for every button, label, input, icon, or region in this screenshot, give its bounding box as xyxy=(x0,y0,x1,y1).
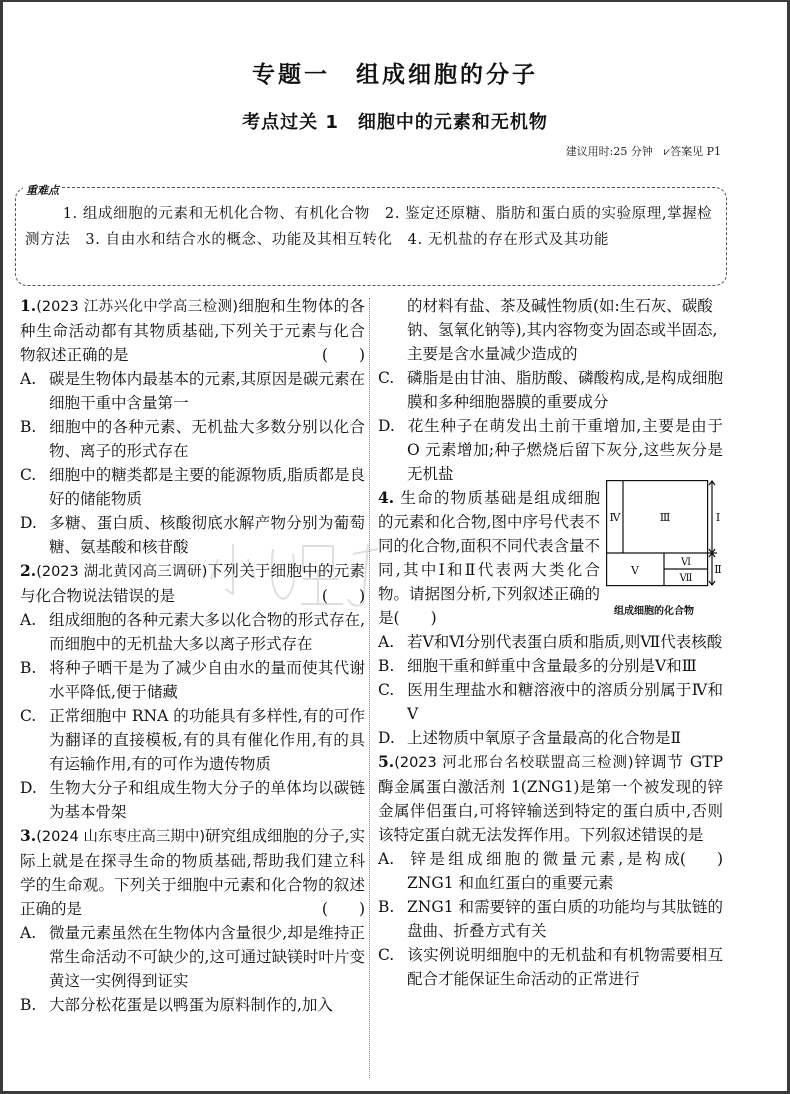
section-title: 考点过关 1 细胞中的元素和无机物 xyxy=(242,112,548,133)
document-page xyxy=(3,2,787,1091)
option-b: B. 大部分松花蛋是以鸭蛋为原料制作的,加入 xyxy=(20,996,333,1014)
option-a: A. 组成细胞的各种元素大多以化合物的形式存在,而细胞中的无机盐大多以离子形式存在 xyxy=(20,611,365,653)
option-c: C. 正常细胞中 RNA 的功能具有多样性,有的可作为翻译的直接模板,有的具有催化作用,有的具有运输作用,有的可作为遗传物质 xyxy=(20,707,365,773)
question-stem: 细胞和生物体的各种生命活动都有其物质基础,下列关于元素与化合物叙述正确的是 xyxy=(20,297,365,364)
question-5 xyxy=(378,750,723,991)
chapter-title: 专题一 组成细胞的分子 xyxy=(252,62,538,88)
question-stem: 锌调节 GTP 酶金属蛋白激活剂 1(ZNG1)是第一个被发现的锌金属伴侣蛋白,可将锌输送到特定的蛋白质中,否则该特定蛋白就无法发挥作用。下列叙述错误的是 xyxy=(378,753,724,844)
question-1 xyxy=(20,294,365,559)
question-number: 2. xyxy=(20,561,37,580)
question-stem: 研究组成细胞的分子,实际上就是在探寻生命的物质基础,帮助我们建立科学的生命观。下列关于细胞中元素和化合物的叙述正确的是 xyxy=(20,827,366,918)
column-divider xyxy=(369,298,370,1078)
time-and-answer-note: 建议用时:25 分钟 ⩗答案见 P1 xyxy=(565,145,721,158)
option-b: B. ZNG1 和需要锌的蛋白质的功能均与其肽链的盘曲、折叠方式有关 xyxy=(378,898,723,940)
left-column xyxy=(20,294,365,1017)
label-III: Ⅲ xyxy=(659,511,671,524)
option-a: A. 锌是组成细胞的微量元素,是构成 ZNG1 和血红蛋白的重要元素 xyxy=(378,850,680,892)
question-3 xyxy=(20,824,365,1017)
option-a: A. 微量元素虽然在生物体内含量很少,却是维持正常生命活动不可缺少的,这可通过缺镁时叶片变黄这一实例得到证实 xyxy=(20,924,365,990)
diagram-graphic xyxy=(606,480,721,598)
question-number: 3. xyxy=(20,826,37,845)
answer-blank: ( ) xyxy=(321,587,365,605)
diagram-caption: 组成细胞的化合物 xyxy=(614,606,694,617)
question-source: (2023 河北邢台名校联盟高三检测) xyxy=(394,755,634,771)
label-VII: Ⅶ xyxy=(679,573,693,584)
label-I: Ⅰ xyxy=(715,511,721,524)
option-c: C. 该实例说明细胞中的无机盐和有机物需要相互配合才能保证生命活动的正常进行 xyxy=(378,946,723,988)
option-d: D. 上述物质中氧原子含量最高的化合物是Ⅱ xyxy=(378,729,682,747)
label-V: Ⅴ xyxy=(631,564,639,577)
question-stem: 下列关于细胞中的元素与化合物说法错误的是 xyxy=(20,562,365,605)
option-a: A. 碳是生物体内最基本的元素,其原因是碳元素在细胞干重中含量第一 xyxy=(20,370,365,412)
question-number: 4. xyxy=(378,488,395,507)
option-c: C. 医用生理盐水和糖溶液中的溶质分别属于Ⅳ和Ⅴ xyxy=(378,681,723,723)
option-d: D. 生物大分子和组成生物大分子的单体均以碳链为基本骨架 xyxy=(20,779,365,821)
question-2 xyxy=(20,559,365,824)
answer-blank: ( ) xyxy=(393,609,437,627)
compound-area-diagram xyxy=(606,480,721,620)
question-number: 5. xyxy=(378,752,395,771)
key-points-text: 1. 组成细胞的元素和无机化合物、有机化合物 2. 鉴定还原糖、脂肪和蛋白质的实验原理,掌握检测方法 3. 自由水和结合水的概念、功能及其相互转化 4. 无机盐的存在形式及其功能 xyxy=(25,206,713,248)
question-source: (2023 湖北黄冈高三调研) xyxy=(36,564,208,580)
option-b: B. 细胞中的各种元素、无机盐大多数分别以化合物、离子的形式存在 xyxy=(20,418,365,460)
option-b-continued: 的材料有盐、茶及碱性物质(如:生石灰、碳酸钠、氢氧化钠等),其内容物变为固态或半固态,主要是含水量减少造成的 xyxy=(407,297,718,363)
right-column xyxy=(378,294,723,991)
question-3-continued xyxy=(378,294,723,486)
question-4 xyxy=(378,486,723,750)
label-VI: Ⅵ xyxy=(680,557,692,568)
label-IV: Ⅳ xyxy=(609,511,621,524)
question-source: (2024 山东枣庄高三期中) xyxy=(36,829,206,845)
option-d: D. 多糖、蛋白质、核酸彻底水解产物分别为葡萄糖、氨基酸和核苷酸 xyxy=(20,514,365,556)
option-d: D. 花生种子在萌发出土前干重增加,主要是由于 O 元素增加;种子燃烧后留下灰分,这些灰分是无机盐 xyxy=(378,417,723,483)
question-source: (2023 江苏兴化中学高三检测) xyxy=(36,299,239,315)
option-b: B. 将种子晒干是为了减少自由水的量而使其代谢水平降低,便于储藏 xyxy=(20,659,365,701)
answer-blank: ( ) xyxy=(679,850,723,868)
option-c: C. 细胞中的糖类都是主要的能源物质,脂质都是良好的储能物质 xyxy=(20,466,365,508)
question-stem: 生命的物质基础是组成细胞的元素和化合物,图中序号代表不同的化合物,面积不同代表含量不同,其中Ⅰ和Ⅱ代表两大类化合物。请据图分析,下列叙述正确的是 xyxy=(378,489,600,627)
option-c: C. 磷脂是由甘油、脂肪酸、磷酸构成,是构成细胞膜和多种细胞器膜的重要成分 xyxy=(378,369,723,411)
question-number: 1. xyxy=(20,296,37,315)
key-points-label: 重难点 xyxy=(23,182,62,198)
option-b: B. 细胞干重和鲜重中含量最多的分别是Ⅴ和Ⅲ xyxy=(378,657,697,675)
option-a: A. 若Ⅴ和Ⅵ分别代表蛋白质和脂质,则Ⅶ代表核酸 xyxy=(378,633,723,651)
answer-blank: ( ) xyxy=(321,346,365,364)
answer-blank: ( ) xyxy=(321,900,365,918)
label-II: Ⅱ xyxy=(714,563,721,576)
